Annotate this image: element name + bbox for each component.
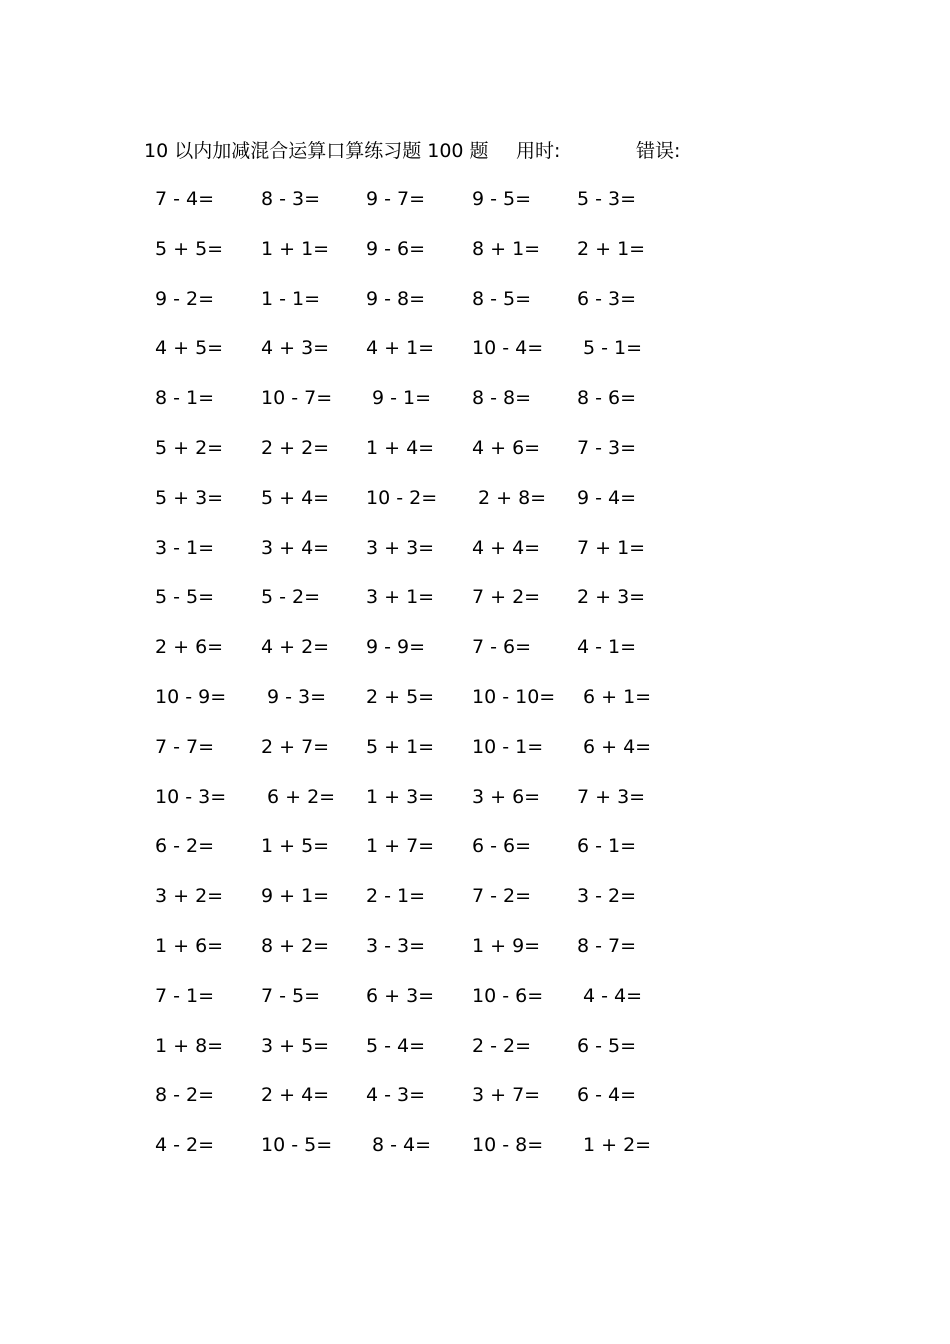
problem-item: 6 - 5= — [577, 1034, 637, 1057]
problem-item: 10 - 3= — [155, 785, 227, 808]
time-used-label: 用时: — [516, 140, 561, 162]
problem-row — [150, 533, 710, 583]
problem-item: 1 + 9= — [472, 934, 541, 957]
problem-item: 9 - 1= — [372, 387, 432, 410]
problem-item: 4 - 4= — [583, 984, 643, 1007]
problem-row — [150, 931, 710, 981]
problem-item: 3 + 1= — [366, 586, 435, 609]
problem-item: 5 + 4= — [261, 486, 330, 509]
problem-item: 6 + 2= — [267, 785, 336, 808]
problem-item: 7 - 4= — [155, 188, 215, 210]
problem-item: 8 - 7= — [577, 934, 637, 957]
problem-item: 2 + 8= — [478, 486, 547, 509]
error-count-label: 错误: — [636, 140, 681, 162]
problem-row — [150, 632, 710, 682]
problem-item: 1 + 4= — [366, 436, 435, 459]
problem-item: 10 - 8= — [472, 1134, 544, 1157]
problem-row — [150, 782, 710, 832]
problem-item: 6 - 3= — [577, 287, 637, 310]
problem-item: 6 + 1= — [583, 685, 652, 708]
problem-item: 5 + 1= — [366, 735, 435, 758]
problem-item: 1 + 6= — [155, 934, 224, 957]
problem-item: 4 + 3= — [261, 337, 330, 360]
problem-item: 9 - 6= — [366, 237, 426, 260]
problem-item: 7 - 5= — [261, 984, 321, 1007]
problem-item: 9 - 7= — [366, 188, 426, 210]
problem-item: 2 + 5= — [366, 685, 435, 708]
problem-item: 10 - 1= — [472, 735, 544, 758]
problem-item: 8 + 2= — [261, 934, 330, 957]
problem-row — [150, 881, 710, 931]
problem-item: 8 - 5= — [472, 287, 532, 310]
problem-item: 4 + 6= — [472, 436, 541, 459]
problem-row — [150, 582, 710, 632]
problem-item: 5 - 2= — [261, 586, 321, 609]
problem-item: 4 + 1= — [366, 337, 435, 360]
problem-item: 3 + 5= — [261, 1034, 330, 1057]
problem-item: 1 + 3= — [366, 785, 435, 808]
problem-row — [150, 333, 710, 383]
problem-item: 3 + 6= — [472, 785, 541, 808]
problem-row — [150, 433, 710, 483]
problem-item: 7 + 1= — [577, 536, 646, 559]
problem-item: 10 - 4= — [472, 337, 544, 360]
problem-item: 4 - 2= — [155, 1134, 215, 1157]
problem-item: 7 + 2= — [472, 586, 541, 609]
problem-item: 5 + 3= — [155, 486, 224, 509]
problem-item: 9 - 2= — [155, 287, 215, 310]
problem-item: 9 - 8= — [366, 287, 426, 310]
problem-item: 7 - 3= — [577, 436, 637, 459]
problem-item: 3 + 7= — [472, 1084, 541, 1107]
problem-item: 1 + 2= — [583, 1134, 652, 1157]
problem-item: 3 - 2= — [577, 885, 637, 908]
problem-item: 5 - 4= — [366, 1034, 426, 1057]
problem-item: 6 - 6= — [472, 835, 532, 858]
problem-item: 10 - 5= — [261, 1134, 333, 1157]
problem-item: 5 - 3= — [577, 188, 637, 210]
problem-item: 1 + 7= — [366, 835, 435, 858]
problem-item: 7 - 1= — [155, 984, 215, 1007]
problem-row — [150, 284, 710, 334]
problem-grid — [150, 184, 710, 1180]
problem-item: 8 - 6= — [577, 387, 637, 410]
problem-row — [150, 483, 710, 533]
problem-item: 4 + 4= — [472, 536, 541, 559]
problem-item: 3 - 1= — [155, 536, 215, 559]
problem-item: 10 - 6= — [472, 984, 544, 1007]
problem-item: 9 - 5= — [472, 188, 532, 210]
problem-item: 1 + 5= — [261, 835, 330, 858]
problem-item: 8 + 1= — [472, 237, 541, 260]
problem-item: 7 - 6= — [472, 636, 532, 659]
problem-row — [150, 383, 710, 433]
problem-item: 2 + 3= — [577, 586, 646, 609]
problem-item: 2 + 2= — [261, 436, 330, 459]
problem-item: 10 - 7= — [261, 387, 333, 410]
problem-item: 9 - 4= — [577, 486, 637, 509]
problem-item: 8 - 8= — [472, 387, 532, 410]
problem-row — [150, 682, 710, 732]
problem-item: 8 - 3= — [261, 188, 321, 210]
problem-row — [150, 831, 710, 881]
problem-item: 8 - 2= — [155, 1084, 215, 1107]
problem-item: 6 + 3= — [366, 984, 435, 1007]
problem-item: 5 - 5= — [155, 586, 215, 609]
problem-item: 4 - 3= — [366, 1084, 426, 1107]
problem-item: 7 + 3= — [577, 785, 646, 808]
problem-item: 4 + 5= — [155, 337, 224, 360]
problem-item: 2 - 1= — [366, 885, 426, 908]
problem-row — [150, 1080, 710, 1130]
problem-item: 2 + 1= — [577, 237, 646, 260]
problem-row — [150, 732, 710, 782]
problem-item: 8 - 4= — [372, 1134, 432, 1157]
problem-item: 3 + 3= — [366, 536, 435, 559]
problem-item: 6 + 4= — [583, 735, 652, 758]
problem-item: 4 + 2= — [261, 636, 330, 659]
problem-row — [150, 1130, 710, 1180]
problem-item: 2 + 6= — [155, 636, 224, 659]
problem-item: 1 + 1= — [261, 237, 330, 260]
problem-item: 2 - 2= — [472, 1034, 532, 1057]
problem-item: 5 - 1= — [583, 337, 643, 360]
problem-item: 9 - 3= — [267, 685, 327, 708]
problem-item: 10 - 10= — [472, 685, 556, 708]
problem-item: 7 - 7= — [155, 735, 215, 758]
problem-item: 3 + 4= — [261, 536, 330, 559]
problem-item: 7 - 2= — [472, 885, 532, 908]
problem-row — [150, 981, 710, 1031]
problem-item: 10 - 9= — [155, 685, 227, 708]
problem-item: 2 + 7= — [261, 735, 330, 758]
problem-item: 5 + 5= — [155, 237, 224, 260]
problem-item: 10 - 2= — [366, 486, 438, 509]
problem-item: 9 + 1= — [261, 885, 330, 908]
problem-row — [150, 1031, 710, 1081]
problem-item: 5 + 2= — [155, 436, 224, 459]
problem-item: 6 - 2= — [155, 835, 215, 858]
problem-item: 4 - 1= — [577, 636, 637, 659]
problem-item: 3 - 3= — [366, 934, 426, 957]
problem-item: 6 - 4= — [577, 1084, 637, 1107]
problem-item: 2 + 4= — [261, 1084, 330, 1107]
problem-item: 8 - 1= — [155, 387, 215, 410]
problem-item: 9 - 9= — [366, 636, 426, 659]
problem-row — [150, 184, 710, 234]
problem-item: 6 - 1= — [577, 835, 637, 858]
problem-item: 3 + 2= — [155, 885, 224, 908]
problem-item: 1 - 1= — [261, 287, 321, 310]
problem-row — [150, 234, 710, 284]
worksheet-title: 10 以内加减混合运算口算练习题 100 题 — [144, 140, 489, 162]
problem-item: 1 + 8= — [155, 1034, 224, 1057]
